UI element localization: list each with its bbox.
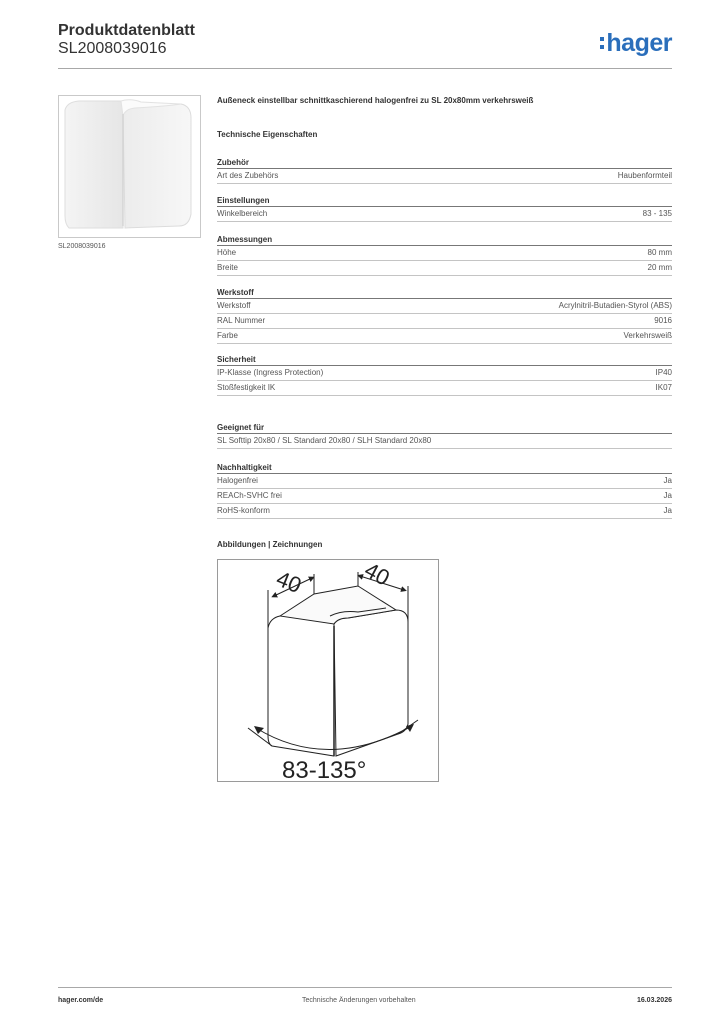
images-heading: Abbildungen | Zeichnungen [217, 540, 323, 549]
spec-row [217, 314, 672, 329]
spec-label: Farbe [217, 331, 238, 340]
spec-value: Ja [663, 506, 672, 515]
document-title: Produktdatenblatt [58, 22, 195, 39]
spec-value: 9016 [654, 316, 672, 325]
spec-row [217, 474, 672, 489]
angle-label: 83-135° [282, 757, 367, 781]
spec-row [217, 329, 672, 344]
section-title: Zubehör [217, 156, 672, 169]
section-title: Einstellungen [217, 194, 672, 207]
spec-value: 20 mm [647, 263, 672, 272]
spec-value: IK07 [655, 383, 672, 392]
footer-website: hager.com/de [58, 997, 104, 1004]
spec-value: 83 - 135 [642, 209, 672, 218]
spec-row [217, 261, 672, 276]
page-header [58, 20, 672, 70]
spec-label: RoHS-konform [217, 506, 270, 515]
section-werkstoff [217, 286, 672, 344]
logo-dots-icon [600, 37, 604, 49]
spec-label: Werkstoff [217, 301, 251, 310]
corner-cover-photo-icon [59, 96, 200, 237]
spec-label: IP-Klasse (Ingress Protection) [217, 368, 324, 377]
spec-row [217, 246, 672, 261]
spec-label: Höhe [217, 248, 237, 257]
spec-label: SL Softtip 20x80 / SL Standard 20x80 / SLH Standard 20x80 [217, 436, 432, 445]
spec-value: Acrylnitril-Butadien-Styrol (ABS) [558, 301, 672, 310]
dimension-label-left: 40 [272, 565, 305, 599]
spec-label: Halogenfrei [217, 476, 258, 485]
spec-value: Ja [663, 476, 672, 485]
spec-value: IP40 [655, 368, 672, 377]
section-abmessungen [217, 233, 672, 276]
footer-notice: Technische Änderungen vorbehalten [302, 997, 416, 1004]
section-einstellungen [217, 194, 672, 222]
spec-label: RAL Nummer [217, 316, 266, 325]
footer-date: 16.03.2026 [636, 997, 672, 1004]
product-number: SL2008039016 [58, 40, 167, 57]
spec-row [217, 434, 672, 449]
spec-value: Ja [663, 491, 672, 500]
spec-row [217, 504, 672, 519]
spec-label: Breite [217, 263, 238, 272]
section-zubehoer [217, 156, 672, 184]
dimension-drawing-icon [218, 560, 438, 781]
hager-logo [600, 28, 672, 58]
technical-properties-heading: Technische Eigenschaften [217, 130, 318, 139]
section-title: Nachhaltigkeit [217, 461, 672, 474]
section-sicherheit [217, 353, 672, 396]
section-nachhaltigkeit [217, 461, 672, 519]
spec-row [217, 366, 672, 381]
product-description: Außeneck einstellbar schnittkaschierend halogenfrei zu SL 20x80mm verkehrsweiß [217, 96, 534, 105]
header-divider [58, 68, 672, 69]
spec-value: Haubenformteil [617, 171, 672, 180]
spec-row [217, 207, 672, 222]
photo-caption: SL2008039016 [58, 243, 106, 250]
spec-value: Verkehrsweiß [623, 331, 672, 340]
dimension-label-right: 40 [360, 560, 394, 591]
spec-label: Art des Zubehörs [217, 171, 279, 180]
spec-label: Winkelbereich [217, 209, 268, 218]
spec-row [217, 381, 672, 396]
product-details [217, 96, 672, 515]
spec-value: 80 mm [647, 248, 672, 257]
spec-row [217, 489, 672, 504]
section-title: Abmessungen [217, 233, 672, 246]
logo-text: hager [606, 28, 672, 57]
spec-label: REACh-SVHC frei [217, 491, 282, 500]
section-geeignet-fuer [217, 421, 672, 449]
technical-drawing [217, 559, 439, 782]
spec-row [217, 169, 672, 184]
spec-row [217, 299, 672, 314]
section-title: Geeignet für [217, 421, 672, 434]
spec-label: Stoßfestigkeit IK [217, 383, 276, 392]
footer-divider [58, 987, 672, 988]
product-photo [58, 95, 201, 238]
section-title: Werkstoff [217, 286, 672, 299]
section-title: Sicherheit [217, 353, 672, 366]
